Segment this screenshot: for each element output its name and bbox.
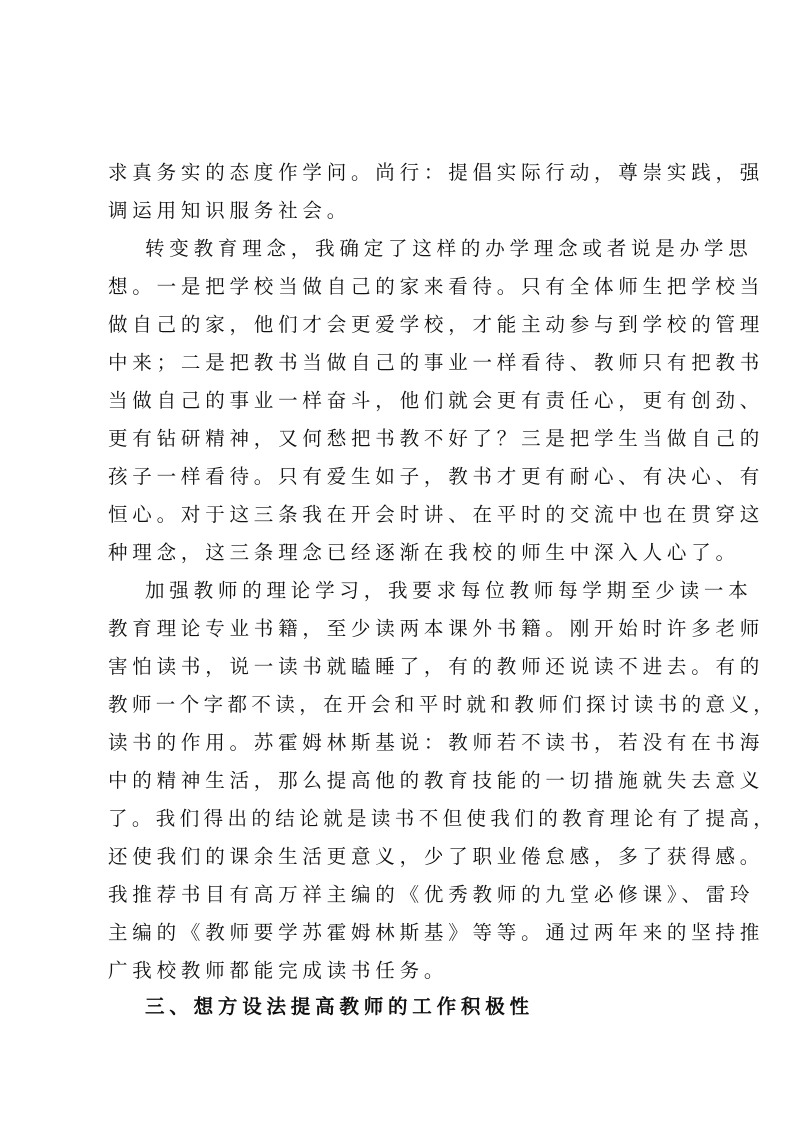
text-line: 种理念，这三条理念已经逐渐在我校的师生中深入人心了。 [108,541,740,564]
text-line: 还使我们的课余生活更意义，少了职业倦怠感，多了获得感。 [108,845,765,868]
paragraph-first-line: 转变教育理念，我确定了这样的办学理念或者说是办学思 [145,237,753,260]
text-line: 教师一个字都不读，在开会和平时就和教师们探讨读书的意义， [108,693,778,716]
text-line: 了。我们得出的结论就是读书不但使我们的教育理论有了提高， [108,807,778,830]
text-line: 恒心。对于这三条我在开会时讲、在平时的交流中也在贯穿这 [108,503,765,526]
text-line: 做自己的家，他们才会更爱学校，才能主动参与到学校的管理 [108,313,765,336]
text-line: 主编的《教师要学苏霍姆林斯基》等等。通过两年来的坚持推 [108,921,765,944]
text-line: 害怕读书，说一读书就瞌睡了，有的教师还说读不进去。有的 [108,655,765,678]
text-line: 教育理论专业书籍，至少读两本课外书籍。刚开始时许多老师 [108,617,765,640]
text-line: 广我校教师都能完成读书任务。 [108,959,449,982]
text-line: 孩子一样看待。只有爱生如子，教书才更有耐心、有决心、有 [108,465,765,488]
text-line: 想。一是把学校当做自己的家来看待。只有全体师生把学校当 [108,275,765,298]
text-line: 更有钻研精神，又何愁把书教不好了？三是把学生当做自己的 [108,427,765,450]
text-line: 中的精神生活，那么提高他的教育技能的一切措施就失去意义 [108,769,765,792]
text-line: 读书的作用。苏霍姆林斯基说：教师若不读书，若没有在书海 [108,731,765,754]
text-line: 求真务实的态度作学问。尚行：提倡实际行动，尊崇实践，强 [108,161,765,184]
text-line: 调运用知识服务社会。 [108,199,352,222]
text-line: 我推荐书目有高万祥主编的《优秀教师的九堂必修课》、雷玲 [108,883,755,906]
text-line: 当做自己的事业一样奋斗，他们就会更有责任心，更有创劲、 [108,389,765,412]
paragraph-first-line: 加强教师的理论学习，我要求每位教师每学期至少读一本 [145,579,753,602]
text-line: 中来；二是把教书当做自己的事业一样看待、教师只有把教书 [108,351,765,374]
section-heading: 三、想方设法提高教师的工作积极性 [145,995,534,1018]
